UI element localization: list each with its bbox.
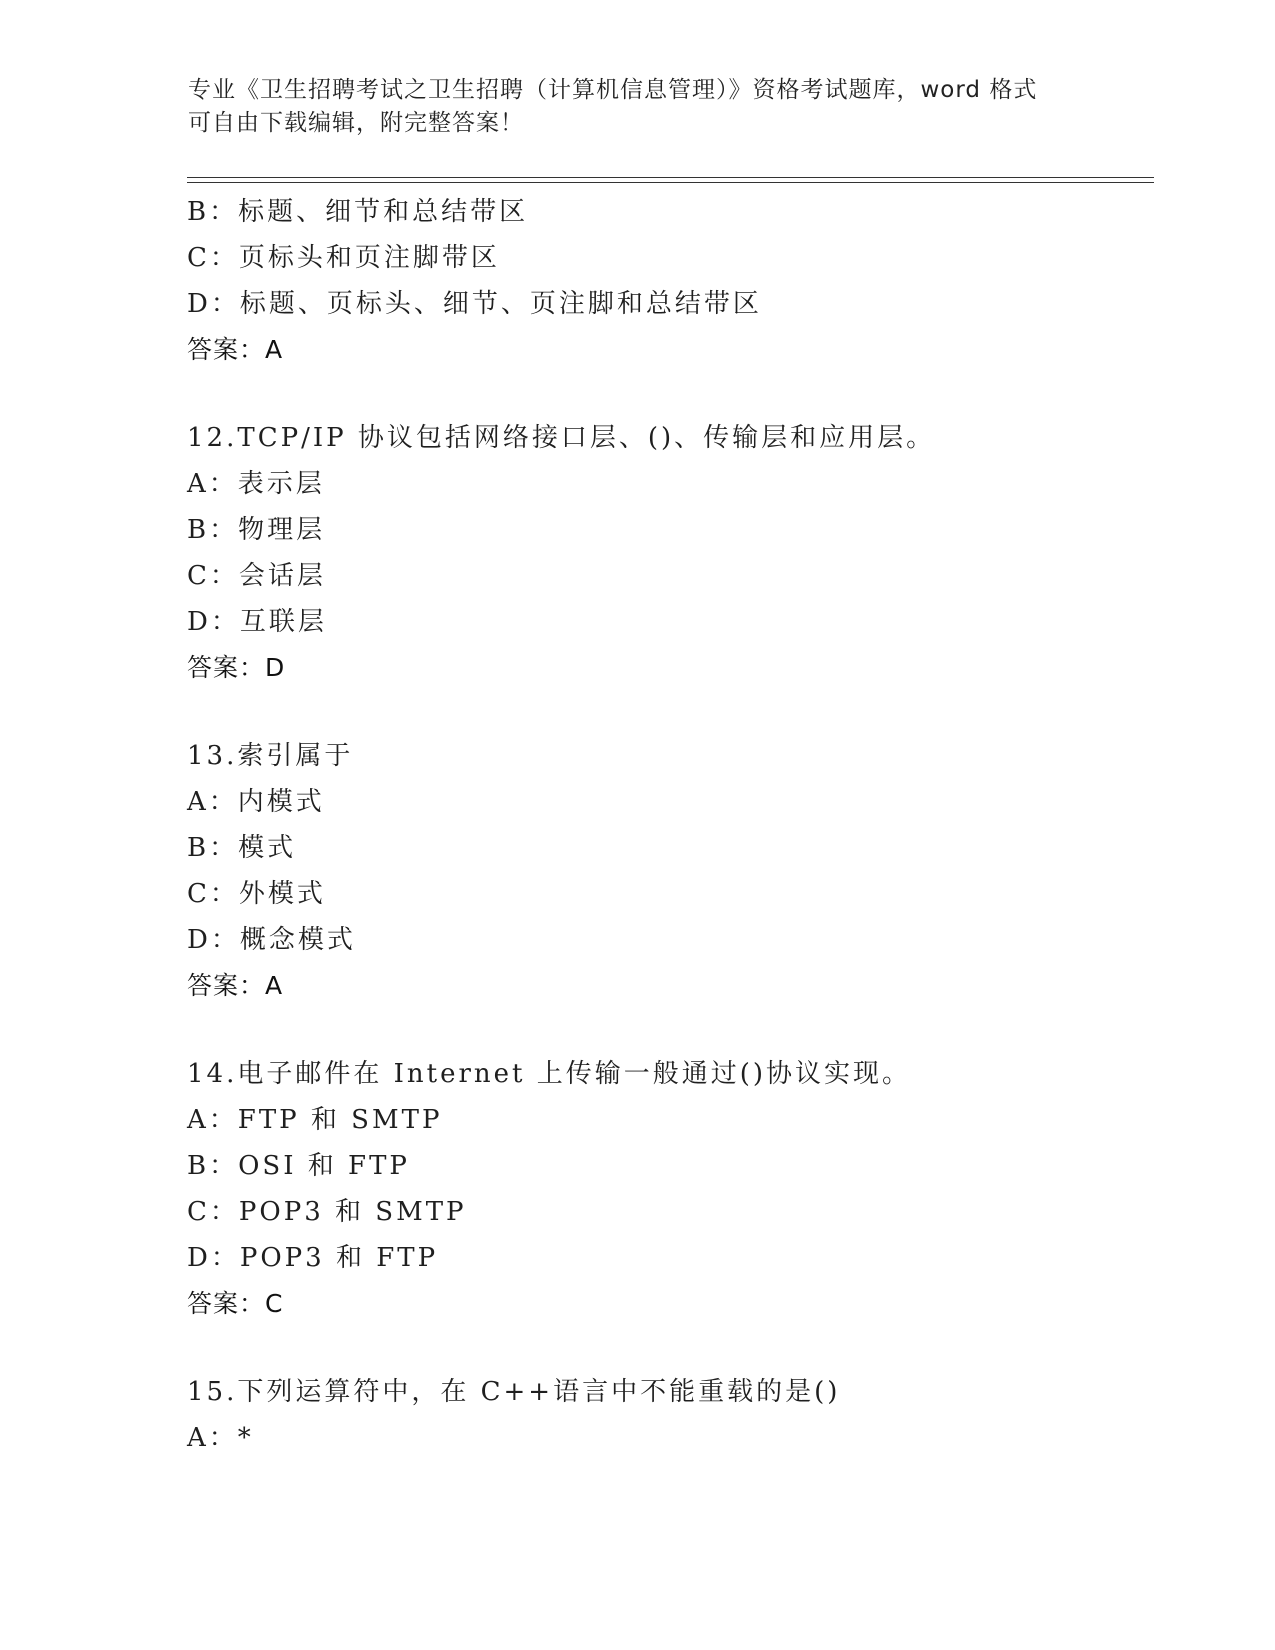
question-stem: 15.下列运算符中，在 C++语言中不能重载的是() <box>187 1377 841 1407</box>
option-b: B：OSI 和 FTP <box>187 1151 410 1181</box>
header-divider-top <box>187 177 1154 178</box>
header-line-1: 专业《卫生招聘考试之卫生招聘（计算机信息管理）》资格考试题库，word 格式 <box>188 77 1038 103</box>
answer-line: 答案：A <box>187 971 284 1000</box>
question-list <box>187 189 1147 1461</box>
option-a: A：内模式 <box>187 787 325 817</box>
option-d: D：互联层 <box>187 607 327 637</box>
answer-line: 答案：C <box>187 1289 284 1318</box>
document-header <box>188 74 1088 140</box>
answer-line: 答案：A <box>187 335 284 364</box>
option-b: B：标题、细节和总结带区 <box>187 197 529 227</box>
option-c: C：会话层 <box>187 561 326 591</box>
option-a: A：表示层 <box>187 469 325 499</box>
option-b: B：模式 <box>187 833 297 863</box>
option-c: C：POP3 和 SMTP <box>187 1197 467 1227</box>
question-stem: 13.索引属于 <box>187 741 354 771</box>
option-d: D：POP3 和 FTP <box>187 1243 439 1273</box>
header-divider-bottom <box>187 182 1154 183</box>
question-block-13 <box>187 733 1147 1009</box>
question-block-15 <box>187 1369 1147 1461</box>
option-c: C：外模式 <box>187 879 326 909</box>
question-stem: 12.TCP/IP 协议包括网络接口层、()、传输层和应用层。 <box>187 423 936 453</box>
header-line-2: 可自由下载编辑，附完整答案！ <box>188 110 524 136</box>
question-block-12 <box>187 415 1147 691</box>
question-block-11-continued <box>187 189 1147 373</box>
option-b: B：物理层 <box>187 515 326 545</box>
option-d: D：标题、页标头、细节、页注脚和总结带区 <box>187 289 762 319</box>
option-a: A：FTP 和 SMTP <box>187 1105 443 1135</box>
option-c: C：页标头和页注脚带区 <box>187 243 500 273</box>
question-stem: 14.电子邮件在 Internet 上传输一般通过()协议实现。 <box>187 1059 912 1089</box>
option-d: D：概念模式 <box>187 925 356 955</box>
question-block-14 <box>187 1051 1147 1327</box>
answer-line: 答案：D <box>187 653 286 682</box>
option-a: A：* <box>187 1423 254 1453</box>
